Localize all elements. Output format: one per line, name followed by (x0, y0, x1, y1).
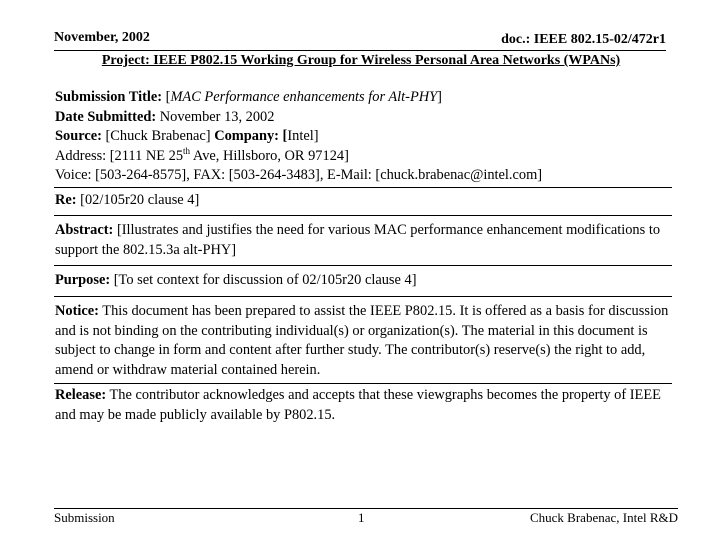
address-line (55, 147, 542, 167)
submission-title-value: MAC Performance enhancements for Alt-PHY (170, 89, 438, 105)
submission-title-label: Submission Title: (55, 89, 163, 105)
notice-label: Notice: (55, 303, 99, 319)
address-sup: th (183, 145, 191, 156)
release-paragraph (55, 386, 680, 425)
project-title: Project: IEEE P802.15 Working Group for Wireless Personal Area Networks (WPANs) (101, 53, 621, 68)
company-value: Intel] (287, 128, 319, 145)
abstract-label: Abstract: (55, 222, 114, 238)
submission-title-line (55, 88, 542, 108)
divider-4 (54, 296, 672, 297)
source-value: [Chuck Brabenac] (101, 128, 215, 145)
source-label: Source: (55, 128, 102, 145)
header-doc-id: doc.: IEEE 802.15-02/472r1 (501, 32, 666, 47)
date-submitted-label: Date Submitted: (55, 108, 157, 125)
abstract-paragraph (55, 221, 680, 260)
re-line (55, 191, 199, 211)
voice-line: Voice: [503-264-8575], FAX: [503-264-3483], E-Mail: [chuck.brabenac@intel.com] (55, 167, 543, 184)
footer-divider (54, 508, 678, 509)
submission-info (55, 88, 542, 186)
divider-2 (54, 215, 672, 216)
source-line (55, 127, 542, 147)
footer-submission: Submission (54, 510, 115, 525)
divider-1 (54, 187, 672, 188)
notice-value: This document has been prepared to assist the IEEE P802.15. It is offered as a basis for discussion and is not binding on the contributing individual(s) or organization(s). The material in this document is subject to change in form and content after further study. The contributor(s) reserve(s) the right to add, amend or withdraw material contained herein. (55, 303, 669, 378)
date-submitted-line (55, 108, 542, 128)
abstract-value: [Illustrates and justifies the need for various MAC performance enhancement modifications to support the 802.15.3a alt-PHY] (55, 222, 661, 258)
address-pre: Address: [2111 NE 25 (55, 147, 184, 164)
release-label: Release: (55, 387, 107, 403)
purpose-label: Purpose: (55, 272, 111, 288)
notice-paragraph (55, 302, 680, 380)
purpose-value: [To set context for discussion of 02/105r20 clause 4] (110, 272, 417, 288)
release-value: The contributor acknowledges and accepts that these viewgraphs becomes the property of IEEE and may be made publicly available by P802.15. (55, 387, 661, 423)
re-value: [02/105r20 clause 4] (76, 192, 200, 208)
company-label: Company: [ (214, 128, 288, 145)
header-divider (54, 50, 666, 51)
submission-title-open: [ (162, 89, 171, 105)
divider-5 (54, 383, 672, 384)
submission-title-close: ] (437, 89, 442, 105)
divider-3 (54, 265, 672, 266)
re-label: Re: (55, 192, 77, 208)
header-date: November, 2002 (54, 30, 150, 45)
date-submitted-value: November 13, 2002 (156, 108, 275, 125)
footer-page-number: 1 (358, 510, 365, 525)
purpose-line (55, 271, 417, 291)
address-post: Ave, Hillsboro, OR 97124] (190, 147, 349, 164)
footer-author: Chuck Brabenac, Intel R&D (529, 510, 678, 525)
